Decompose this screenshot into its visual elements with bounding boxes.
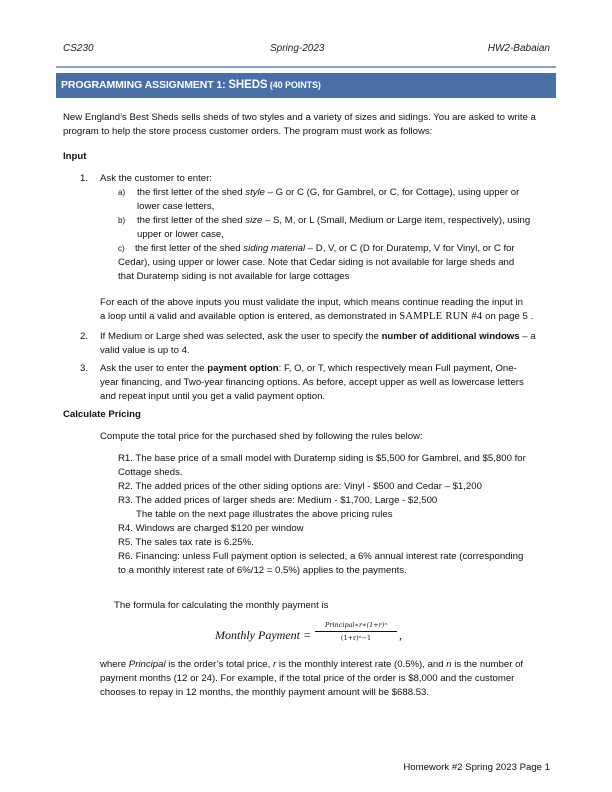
validate-line-2: a loop until a valid and available option is entered, as demonstrated in SAMPLE RUN #4 on page 5 . bbox=[100, 311, 534, 322]
item1a-text: the first letter of the shed style – G or C (G, for Gambrel, or C, for Cottage), using upper or bbox=[137, 187, 520, 198]
item1a-label: a) bbox=[118, 188, 126, 197]
formula-intro: The formula for calculating the monthly payment is bbox=[114, 600, 329, 611]
rule-r3: R3. The added prices of larger sheds are: Medium - $1,700, Large - $2,500 bbox=[118, 495, 438, 506]
item1b-label: b) bbox=[118, 216, 126, 225]
header-term: Spring-2023 bbox=[270, 43, 325, 54]
pricing-heading: Calculate Pricing bbox=[63, 409, 141, 420]
item3-number: 3. bbox=[80, 363, 89, 374]
header-homework: HW2-Babaian bbox=[487, 43, 550, 54]
page-footer: Homework #2 Spring 2023 Page 1 bbox=[403, 762, 550, 773]
item1c-text: the first letter of the shed siding material – D, V, or C (D for Duratemp, V for Vinyl, or C for bbox=[135, 243, 515, 254]
assignment-title-banner bbox=[56, 73, 556, 98]
formula-denominator: (1+r)ⁿ−1 bbox=[340, 634, 372, 642]
fraction-bar bbox=[315, 631, 397, 632]
header-divider bbox=[56, 66, 556, 68]
item3-text: Ask the user to enter the payment option: F, O, or T, which respectively mean Full payment, One- bbox=[100, 363, 517, 374]
explain-line-3: chooses to repay in 12 months, the monthly payment amount will be $688.53. bbox=[100, 687, 430, 698]
validate-line-1: For each of the above inputs you must validate the input, which means continue reading the input in bbox=[100, 297, 523, 308]
rule-r4: R4. Windows are charged $120 per window bbox=[118, 523, 304, 534]
item1c-line3: that Duratemp siding is not available for large cottages bbox=[118, 271, 350, 282]
item1-text: Ask the customer to enter: bbox=[100, 173, 212, 184]
item1c-label: c) bbox=[118, 244, 125, 253]
input-heading: Input bbox=[63, 151, 87, 162]
rule-r6-line2: to a monthly interest rate of 6%/12 = 0.5%) applies to the payments. bbox=[118, 565, 407, 576]
intro-line-1: New England’s Best Sheds sells sheds of two styles and a variety of sizes and sidings. You are asked to write a bbox=[63, 112, 536, 123]
item1a-line2: lower case letters, bbox=[137, 201, 215, 212]
pricing-intro: Compute the total price for the purchased shed by following the rules below: bbox=[100, 431, 423, 442]
banner-suffix: (40 POINTS) bbox=[267, 80, 321, 90]
rule-r6-line1: R6. Financing: unless Full payment option is selected, a 6% annual interest rate (corresponding bbox=[118, 551, 524, 562]
rule-r1-line2: Cottage sheds. bbox=[118, 467, 183, 478]
banner-emph: SHEDS bbox=[228, 79, 268, 91]
item1c-line2: Cedar), using upper or lower case. Note that Cedar siding is not available for large sheds and bbox=[118, 257, 515, 268]
rule-r1-line1: R1. The base price of a small model with Duratemp siding is $5,500 for Gambrel, and $5,800 for bbox=[118, 453, 526, 464]
banner-prefix: PROGRAMMING ASSIGNMENT 1: bbox=[61, 79, 229, 91]
item3-line2: year financing, and Two-year financing options. As before, accept upper as well as lowercase letters bbox=[100, 377, 524, 388]
explain-line-2: payment months (12 or 24). For example, if the total price of the order is $8,000 and the customer bbox=[100, 673, 515, 684]
rule-r5: R5. The sales tax rate is 6.25%. bbox=[118, 537, 254, 548]
item1-number: 1. bbox=[80, 173, 89, 184]
intro-line-2: program to help the store process customer orders. The program must work as follows: bbox=[63, 126, 433, 137]
item2-number: 2. bbox=[80, 331, 89, 342]
item3-line3: and repeat input until you get a valid payment option. bbox=[100, 391, 326, 402]
formula-lhs: Monthly Payment = bbox=[215, 628, 312, 642]
formula-fraction bbox=[315, 620, 397, 643]
formula-numerator: Principal∗r∗(1+r)ⁿ bbox=[325, 621, 387, 629]
explain-line-1: where Principal is the order’s total price, r is the monthly interest rate (0.5%), and n is the number of bbox=[100, 659, 524, 670]
item1b-line2: upper or lower case, bbox=[137, 229, 224, 240]
item2-text: If Medium or Large shed was selected, ask the user to specify the number of additional windows – a bbox=[100, 331, 536, 342]
rule-r2: R2. The added prices of the other siding options are: Vinyl - $500 and Cedar – $1,200 bbox=[118, 481, 482, 492]
rule-r3-note: The table on the next page illustrates the above pricing rules bbox=[136, 509, 393, 520]
header-course: CS230 bbox=[63, 43, 94, 54]
formula-comma: , bbox=[399, 628, 402, 642]
item2-line2: valid value is up to 4. bbox=[100, 345, 190, 356]
item1b-text: the first letter of the shed size – S, M, or L (Small, Medium or Large item, respectively), using bbox=[137, 215, 531, 226]
